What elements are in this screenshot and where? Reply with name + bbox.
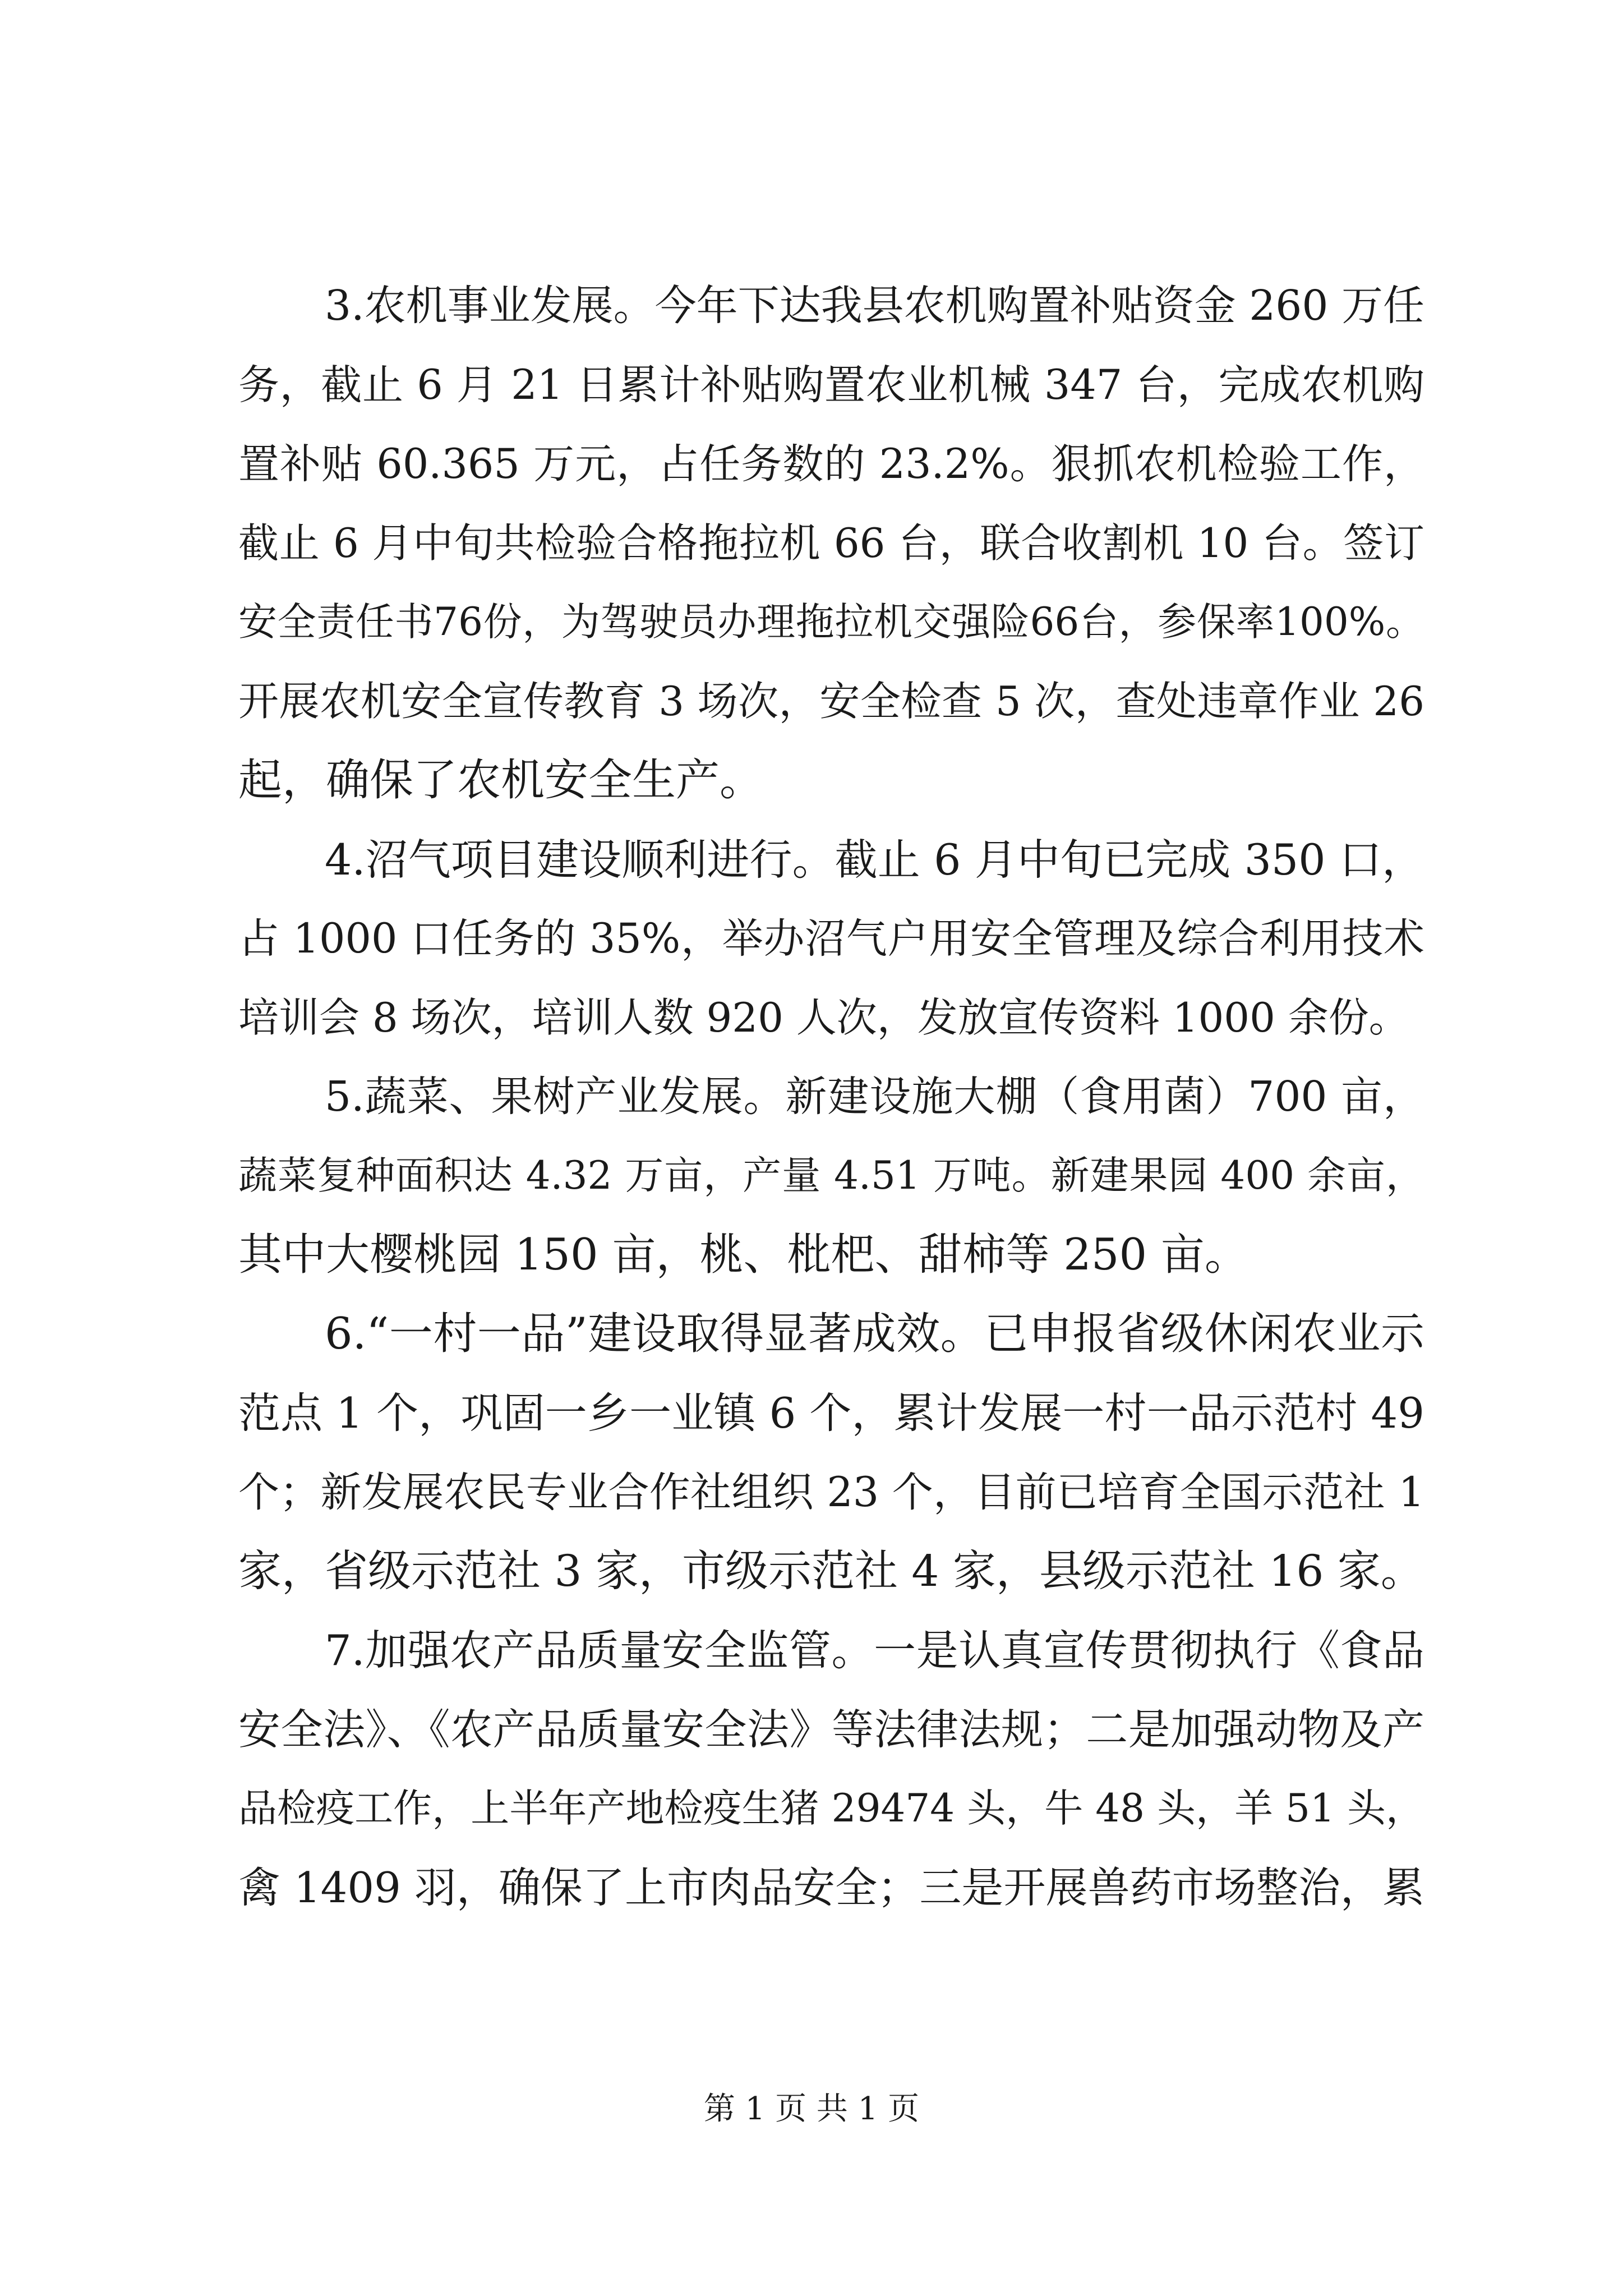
paragraph-biogas (238, 820, 1424, 1057)
paragraph-line: 培训会 8 场次，培训人数 920 人次，发放宣传资料 1000 余份。 (238, 994, 1409, 1041)
paragraph-line: 置补贴 60.365 万元，占任务数的 23.2%。狠抓农机检验工作， (238, 440, 1424, 488)
paragraph-line: 务，截止 6 月 21 日累计补贴购置农业机械 347 台，完成农机购 (238, 361, 1424, 409)
paragraph-one-village-one-product (238, 1295, 1424, 1611)
paragraph-line: 截止 6 月中旬共检验合格拖拉机 66 台，联合收割机 10 台。签订 (238, 519, 1424, 567)
paragraph-line: 起，确保了农机安全生产。 (238, 755, 764, 806)
paragraph-line: 3.农机事业发展。今年下达我县农机购置补贴资金 260 万任 (325, 282, 1424, 330)
paragraph-line: 禽 1409 羽，确保了上市肉品安全；三是开展兽药市场整治，累 (238, 1863, 1424, 1912)
paragraph-food-safety (238, 1611, 1424, 1927)
paragraph-line: 家，省级示范社 3 家，市级示范社 4 家，县级示范社 16 家。 (238, 1547, 1424, 1596)
paragraph-line: 6.“一村一品”建设取得显著成效。已申报省级休闲农业示 (325, 1309, 1424, 1359)
paragraph-line: 个；新发展农民专业合作社组织 23 个，目前已培育全国示范社 1 (238, 1469, 1424, 1516)
paragraph-line: 范点 1 个，巩固一乡一业镇 6 个，累计发展一村一品示范村 49 (238, 1388, 1424, 1438)
paragraph-line: 5.蔬菜、果树产业发展。新建设施大棚（食用菌）700 亩， (325, 1073, 1424, 1121)
paragraph-line: 4.沼气项目建设顺利进行。截止 6 月中旬已完成 350 口， (325, 835, 1424, 885)
paragraph-farm-machinery (238, 266, 1424, 820)
paragraph-line: 蔬菜复种面积达 4.32 万亩，产量 4.51 万吨。新建果园 400 余亩， (238, 1153, 1424, 1198)
paragraph-line: 安全责任书76份，为驾驶员办理拖拉机交强险66台，参保率100%。 (238, 600, 1424, 645)
paragraph-line: 占 1000 口任务的 35%，举办沼气户用安全管理及综合利用技术 (238, 915, 1424, 963)
paragraph-vegetables-fruit (238, 1057, 1424, 1295)
paragraph-line: 其中大樱桃园 150 亩，桃、枇杷、甜柿等 250 亩。 (238, 1230, 1248, 1280)
paragraph-line: 安全法》、《农产品质量安全法》等法律法规；二是加强动物及产 (238, 1705, 1424, 1754)
paragraph-line: 品检疫工作，上半年产地检疫生猪 29474 头，牛 48 头，羊 51 头， (238, 1786, 1424, 1831)
paragraph-line: 开展农机安全宣传教育 3 场次，安全检查 5 次，查处违章作业 26 (238, 678, 1424, 725)
page-number-footer: 第 1 页 共 1 页 (703, 2091, 920, 2127)
document-body (238, 266, 1424, 1927)
paragraph-line: 7.加强农产品质量安全监管。一是认真宣传贯彻执行《食品 (325, 1626, 1424, 1675)
